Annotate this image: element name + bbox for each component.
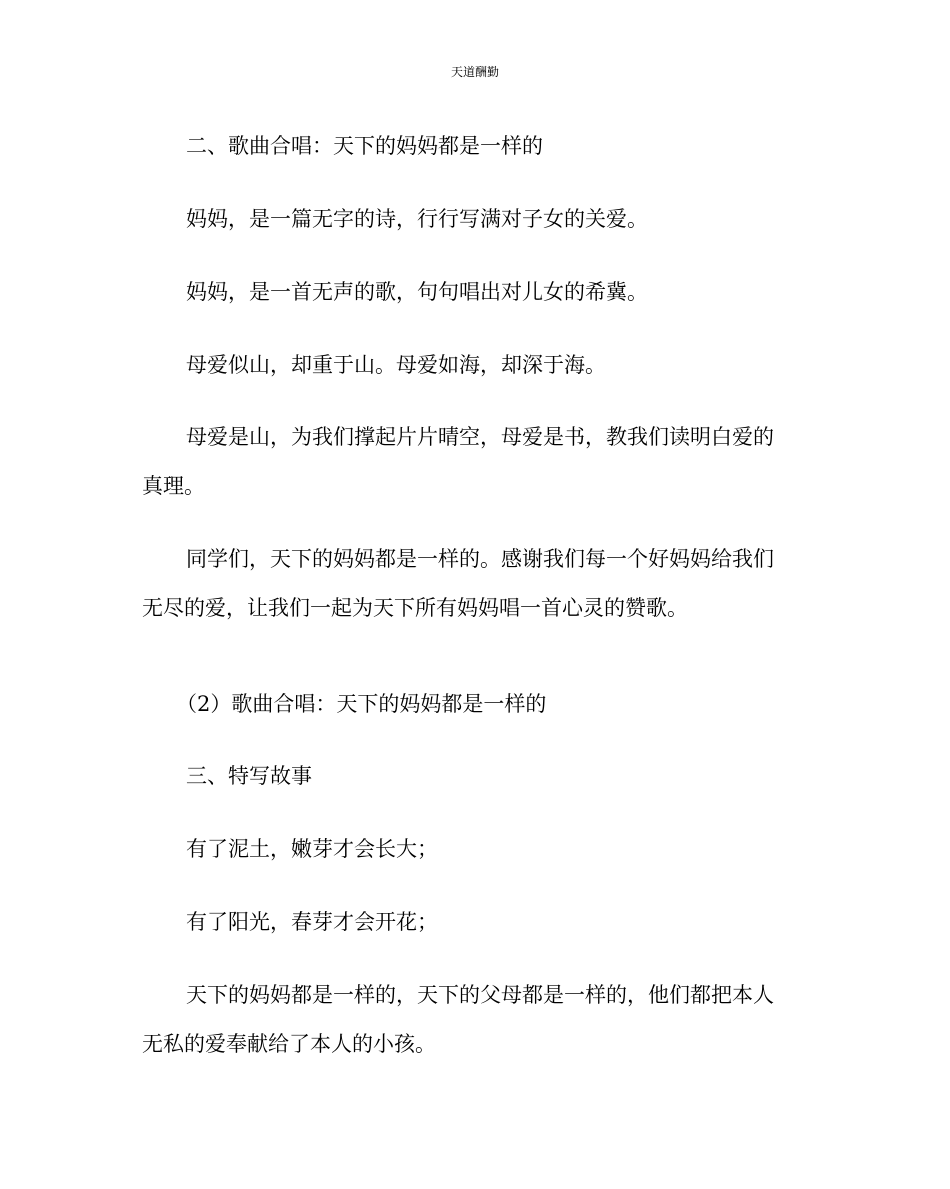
section-heading-story: 三、特写故事 — [186, 764, 312, 788]
page-header: 天道酬勤 — [450, 65, 499, 79]
paragraph-line: 同学们，天下的妈妈都是一样的。感谢我们每一个好妈妈给我们 — [186, 547, 774, 571]
section-heading-song: 二、歌曲合唱：天下的妈妈都是一样的 — [186, 134, 543, 158]
paragraph-line: 无尽的爱，让我们一起为天下所有妈妈唱一首心灵的赞歌。 — [142, 596, 688, 620]
paragraph-line: 真理。 — [142, 474, 205, 498]
paragraph-line: 母爱是山，为我们撑起片片晴空，母爱是书，教我们读明白爱的 — [186, 425, 774, 449]
paragraph-line: 有了阳光，春芽才会开花； — [186, 910, 438, 934]
paragraph-line: 妈妈，是一首无声的歌，句句唱出对儿女的希冀。 — [186, 280, 648, 304]
paragraph-line: 无私的爱奉献给了本人的小孩。 — [142, 1032, 436, 1056]
paragraph-line: 有了泥土，嫩芽才会长大； — [186, 837, 438, 861]
paragraph-line: 天下的妈妈都是一样的，天下的父母都是一样的，他们都把本人 — [186, 983, 774, 1007]
paragraph-line: 妈妈，是一篇无字的诗，行行写满对子女的关爱。 — [186, 207, 648, 231]
paragraph-line: 母爱似山，却重于山。母爱如海，却深于海。 — [186, 353, 606, 377]
subsection-heading-song: （2）歌曲合唱：天下的妈妈都是一样的 — [176, 692, 547, 716]
